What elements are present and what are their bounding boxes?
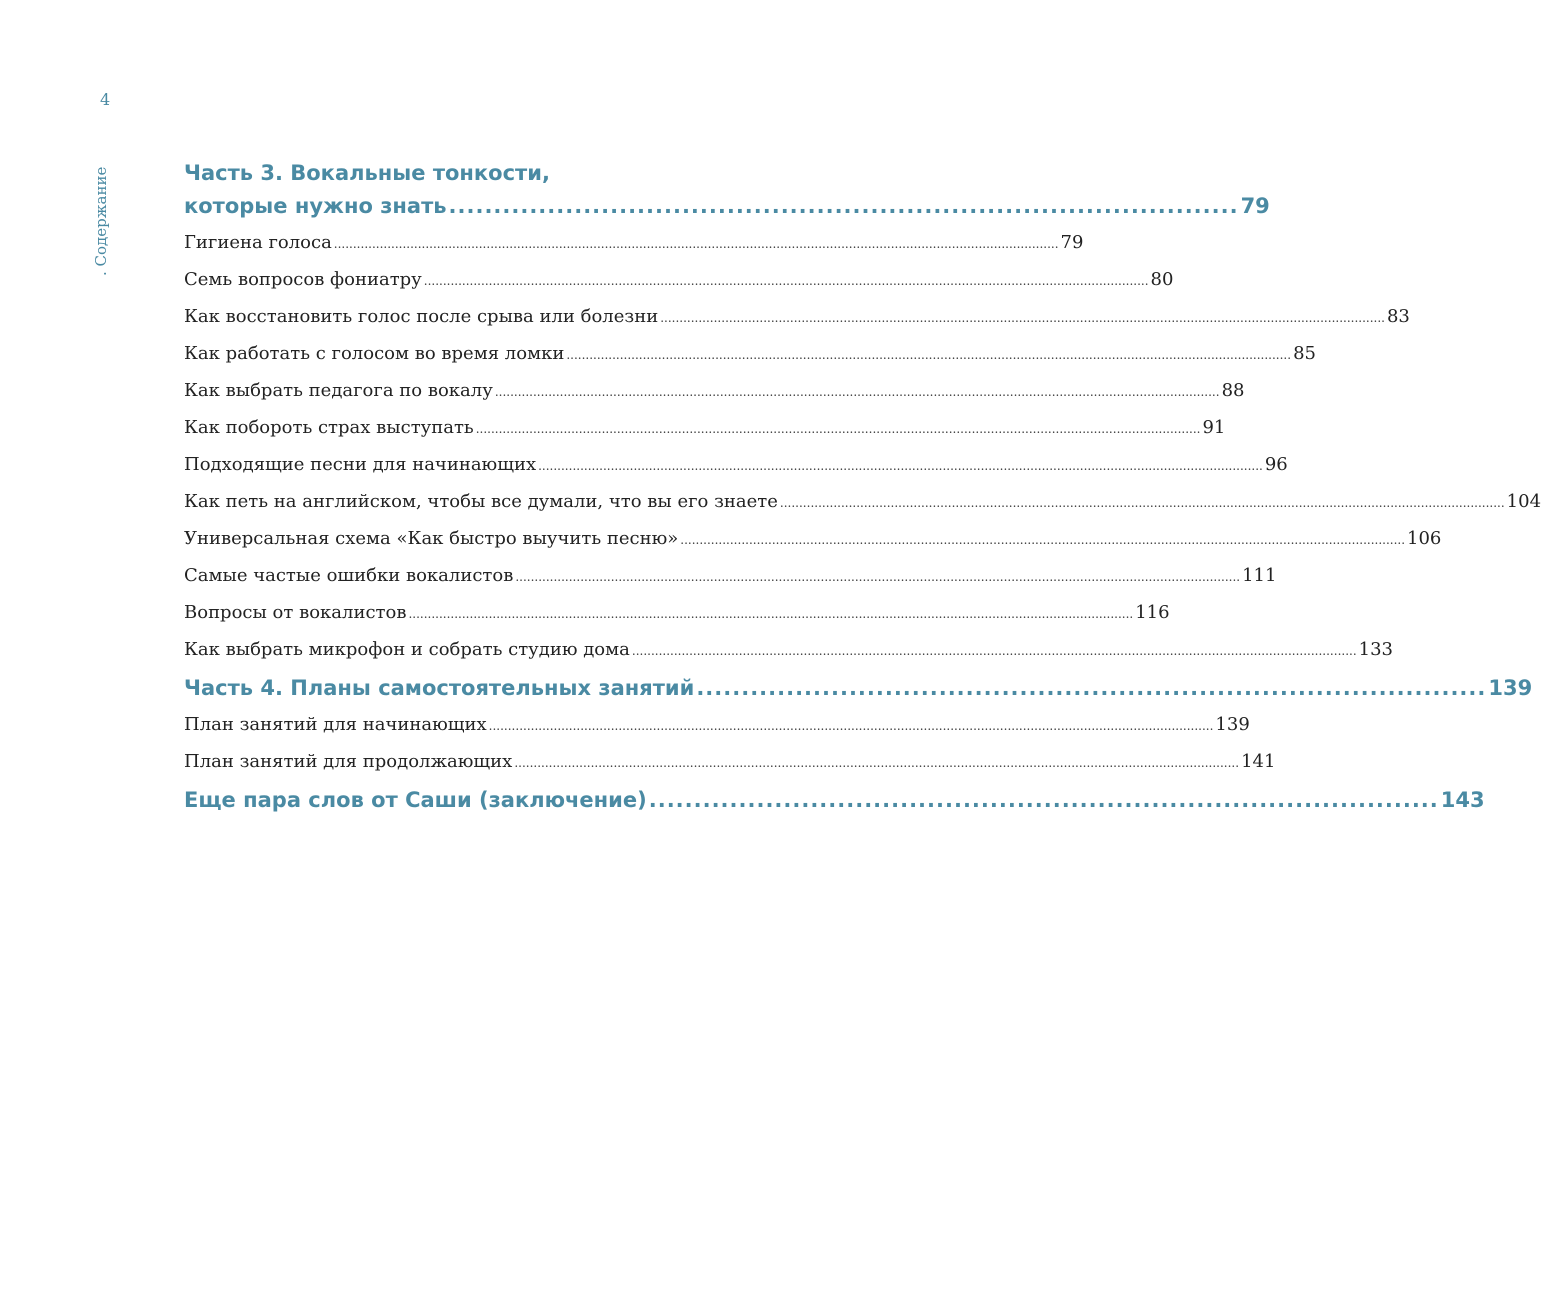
toc-entry-title: Гигиена голоса — [184, 232, 332, 253]
leader-dots: .............................................................................................................................................................................................. — [514, 756, 1240, 770]
leader-dots: ........................................................................................ — [448, 194, 1239, 218]
page-number: 4 — [100, 90, 111, 109]
toc-entry[interactable] — [184, 483, 1541, 520]
toc-entry-title: Универсальная схема «Как быстро выучить песню» — [184, 528, 679, 549]
leader-dots: .............................................................................................................................................................................................. — [631, 644, 1357, 658]
leader-dots: .............................................................................................................................................................................................. — [333, 237, 1059, 251]
leader-dots: ........................................................................................ — [696, 676, 1487, 700]
part-3-page: 79 — [1240, 194, 1270, 218]
toc-entry-title: Как побороть страх выступать — [184, 417, 474, 438]
toc-entry-title: Как восстановить голос после срыва или болезни — [184, 306, 659, 327]
toc-entry-page: 85 — [1293, 343, 1316, 364]
toc-entry-title: Подходящие песни для начинающих — [184, 454, 537, 475]
leader-dots: .............................................................................................................................................................................................. — [660, 311, 1385, 325]
part-3-entries — [184, 224, 1541, 668]
toc-entry-title: Вопросы от вокалистов — [184, 602, 407, 623]
toc-entry-page: 106 — [1407, 528, 1442, 549]
toc-entry-page: 88 — [1221, 380, 1245, 401]
toc-entry-title: Семь вопросов фониатру — [184, 269, 422, 290]
toc-entry-page: 104 — [1506, 491, 1541, 512]
toc-entry[interactable] — [184, 372, 1245, 409]
part-3-heading-line2: которые нужно знать — [184, 194, 447, 218]
part-4-entries — [184, 706, 1276, 780]
toc-entry[interactable] — [184, 520, 1442, 557]
leader-dots: .............................................................................................................................................................................................. — [408, 607, 1134, 621]
toc-entry[interactable] — [184, 335, 1316, 372]
toc-entry-title: Как петь на английском, чтобы все думали, что вы его знаете — [184, 491, 778, 512]
leader-dots: .............................................................................................................................................................................................. — [423, 274, 1149, 288]
toc-entry-page: 116 — [1135, 602, 1170, 623]
toc-entry-page: 83 — [1386, 306, 1410, 327]
part-4-title: Часть 4. Планы самостоятельных занятий — [184, 676, 695, 700]
toc-entry-page: 133 — [1358, 639, 1393, 660]
leader-dots: .............................................................................................................................................................................................. — [538, 459, 1263, 473]
running-header: . Содержание — [92, 166, 110, 276]
toc-entry-title: Как выбрать педагога по вокалу — [184, 380, 493, 401]
toc-entry-page: 139 — [1215, 714, 1250, 735]
toc-entry[interactable] — [184, 409, 1226, 446]
table-of-contents — [184, 158, 1541, 818]
toc-entry[interactable] — [184, 261, 1174, 298]
toc-entry-page: 79 — [1060, 232, 1084, 253]
toc-entry-title: Самые частые ошибки вокалистов — [184, 565, 514, 586]
toc-entry-title: План занятий для начинающих — [184, 714, 487, 735]
toc-entry-page: 96 — [1264, 454, 1288, 475]
part-3-heading-line1: Часть 3. Вокальные тонкости, — [184, 161, 550, 185]
toc-entry[interactable] — [184, 224, 1084, 261]
toc-entry-page: 91 — [1202, 417, 1226, 438]
part-4-heading[interactable] — [184, 670, 1533, 706]
toc-entry-title: План занятий для продолжающих — [184, 751, 513, 772]
conclusion-page: 143 — [1440, 788, 1485, 812]
leader-dots: .............................................................................................................................................................................................. — [779, 496, 1505, 510]
toc-entry-page: 141 — [1241, 751, 1276, 772]
toc-entry[interactable] — [184, 557, 1277, 594]
leader-dots: .............................................................................................................................................................................................. — [680, 533, 1406, 547]
toc-entry-title: Как выбрать микрофон и собрать студию дома — [184, 639, 630, 660]
leader-dots: .............................................................................................................................................................................................. — [566, 348, 1292, 362]
toc-entry[interactable] — [184, 706, 1250, 743]
toc-entry-page: 111 — [1242, 565, 1277, 586]
leader-dots: .............................................................................................................................................................................................. — [515, 570, 1241, 584]
leader-dots: .............................................................................................................................................................................................. — [494, 385, 1220, 399]
toc-entry[interactable] — [184, 743, 1276, 780]
toc-entry[interactable] — [184, 594, 1170, 631]
toc-entry-title: Как работать с голосом во время ломки — [184, 343, 565, 364]
toc-entry[interactable] — [184, 446, 1288, 483]
leader-dots: ........................................................................................ — [648, 788, 1439, 812]
toc-entry[interactable] — [184, 298, 1410, 335]
part-4-page: 139 — [1488, 676, 1533, 700]
conclusion-heading[interactable] — [184, 782, 1485, 818]
part-3-heading[interactable] — [184, 188, 1270, 224]
leader-dots: .............................................................................................................................................................................................. — [488, 719, 1214, 733]
toc-entry-page: 80 — [1150, 269, 1174, 290]
leader-dots: .............................................................................................................................................................................................. — [475, 422, 1201, 436]
toc-entry[interactable] — [184, 631, 1393, 668]
conclusion-title: Еще пара слов от Саши (заключение) — [184, 788, 647, 812]
